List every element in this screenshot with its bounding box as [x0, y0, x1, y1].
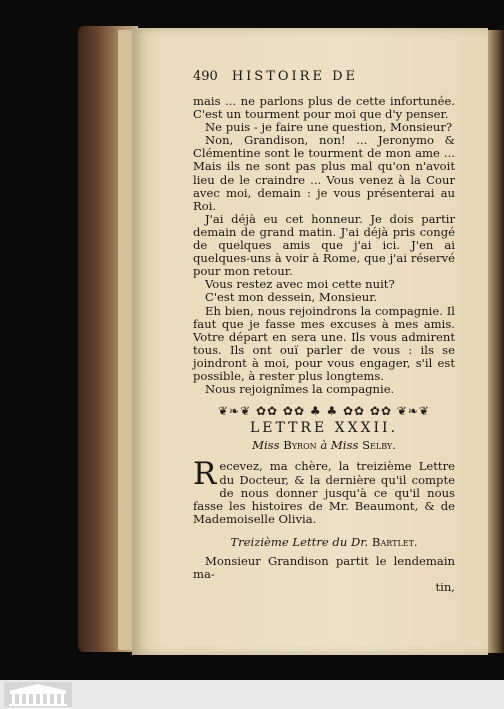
page-text	[193, 95, 455, 594]
salutation-text: à Miss	[316, 438, 363, 453]
salutation-name: Byron	[283, 438, 317, 453]
library-building-icon	[4, 682, 72, 707]
printer-ornament: ❦❧❦ ✿✿ ✿✿ ♣ ♣ ✿✿ ✿✿ ❦❧❦	[218, 405, 430, 419]
facing-page-edge	[488, 30, 504, 653]
drop-cap: R	[193, 456, 217, 493]
letter-body	[193, 456, 455, 526]
page-number: 490	[193, 69, 218, 84]
paragraph: J'ai déjà eu cet honneur. Je dois partir demain de grand matin. J'ai déjà pris congé de quelques amis que j'ai ici. J'en ai quelques-uns à voir à Rome, que j'ai réservé pour mon retour.	[193, 211, 455, 279]
letter-body-text: ecevez, ma chère, la treizième Lettre du Docteur, & la dernière qu'il compte de nous donner jusqu'à ce qu'il nous fasse les histoires de Mr. Beaumont, & de Mademoiselle Olivia.	[193, 459, 455, 526]
paragraph: Monsieur Grandison partit le lendemain ma-	[193, 554, 455, 582]
paragraph: Non, Grandison, non! ... Jeronymo & Clémentine sont le tourment de mon ame ... Mais ils ne sont pas plus mal qu'on n'avoit lieu de le craindre ... Vous venez à la Cour avec moi, demain : je vous présenterai au Roi.	[193, 133, 455, 213]
section-heading-text: Treizième Lettre du Dr.	[230, 534, 372, 549]
paragraph: Nous rejoignîmes la compagnie.	[205, 382, 395, 397]
viewer-footer	[0, 680, 504, 709]
paragraph: Ne puis - je faire une question, Monsieur?	[205, 120, 453, 135]
paragraph: Eh bien, nous rejoindrons la compagnie. Il faut que je fasse mes excuses à mes amis. Votre départ en sera une. Ils vous admirent tous. Ils ont ouï parler de vous : ils se joindront à moi, pour vous engager, s'il est possible, à rester plus longtems.	[193, 303, 455, 383]
catchword: tin,	[435, 580, 455, 595]
paragraph: mais ... ne parlons plus de cette infortunée. C'est un tourment pour moi que d'y penser.	[193, 94, 455, 122]
running-head	[193, 69, 418, 84]
salutation-name: Selby.	[362, 438, 396, 453]
salutation-text: Miss	[252, 438, 284, 453]
letter-salutation	[193, 439, 455, 452]
running-title: HISTOIRE DE	[231, 69, 358, 84]
paragraph: C'est mon dessein, Monsieur.	[205, 290, 378, 305]
paragraph: Vous restez avec moi cette nuit?	[205, 277, 395, 292]
letter-title: LETTRE XXXII.	[249, 420, 399, 437]
section-heading-name: Bartlet.	[371, 534, 418, 549]
section-heading	[193, 536, 455, 549]
